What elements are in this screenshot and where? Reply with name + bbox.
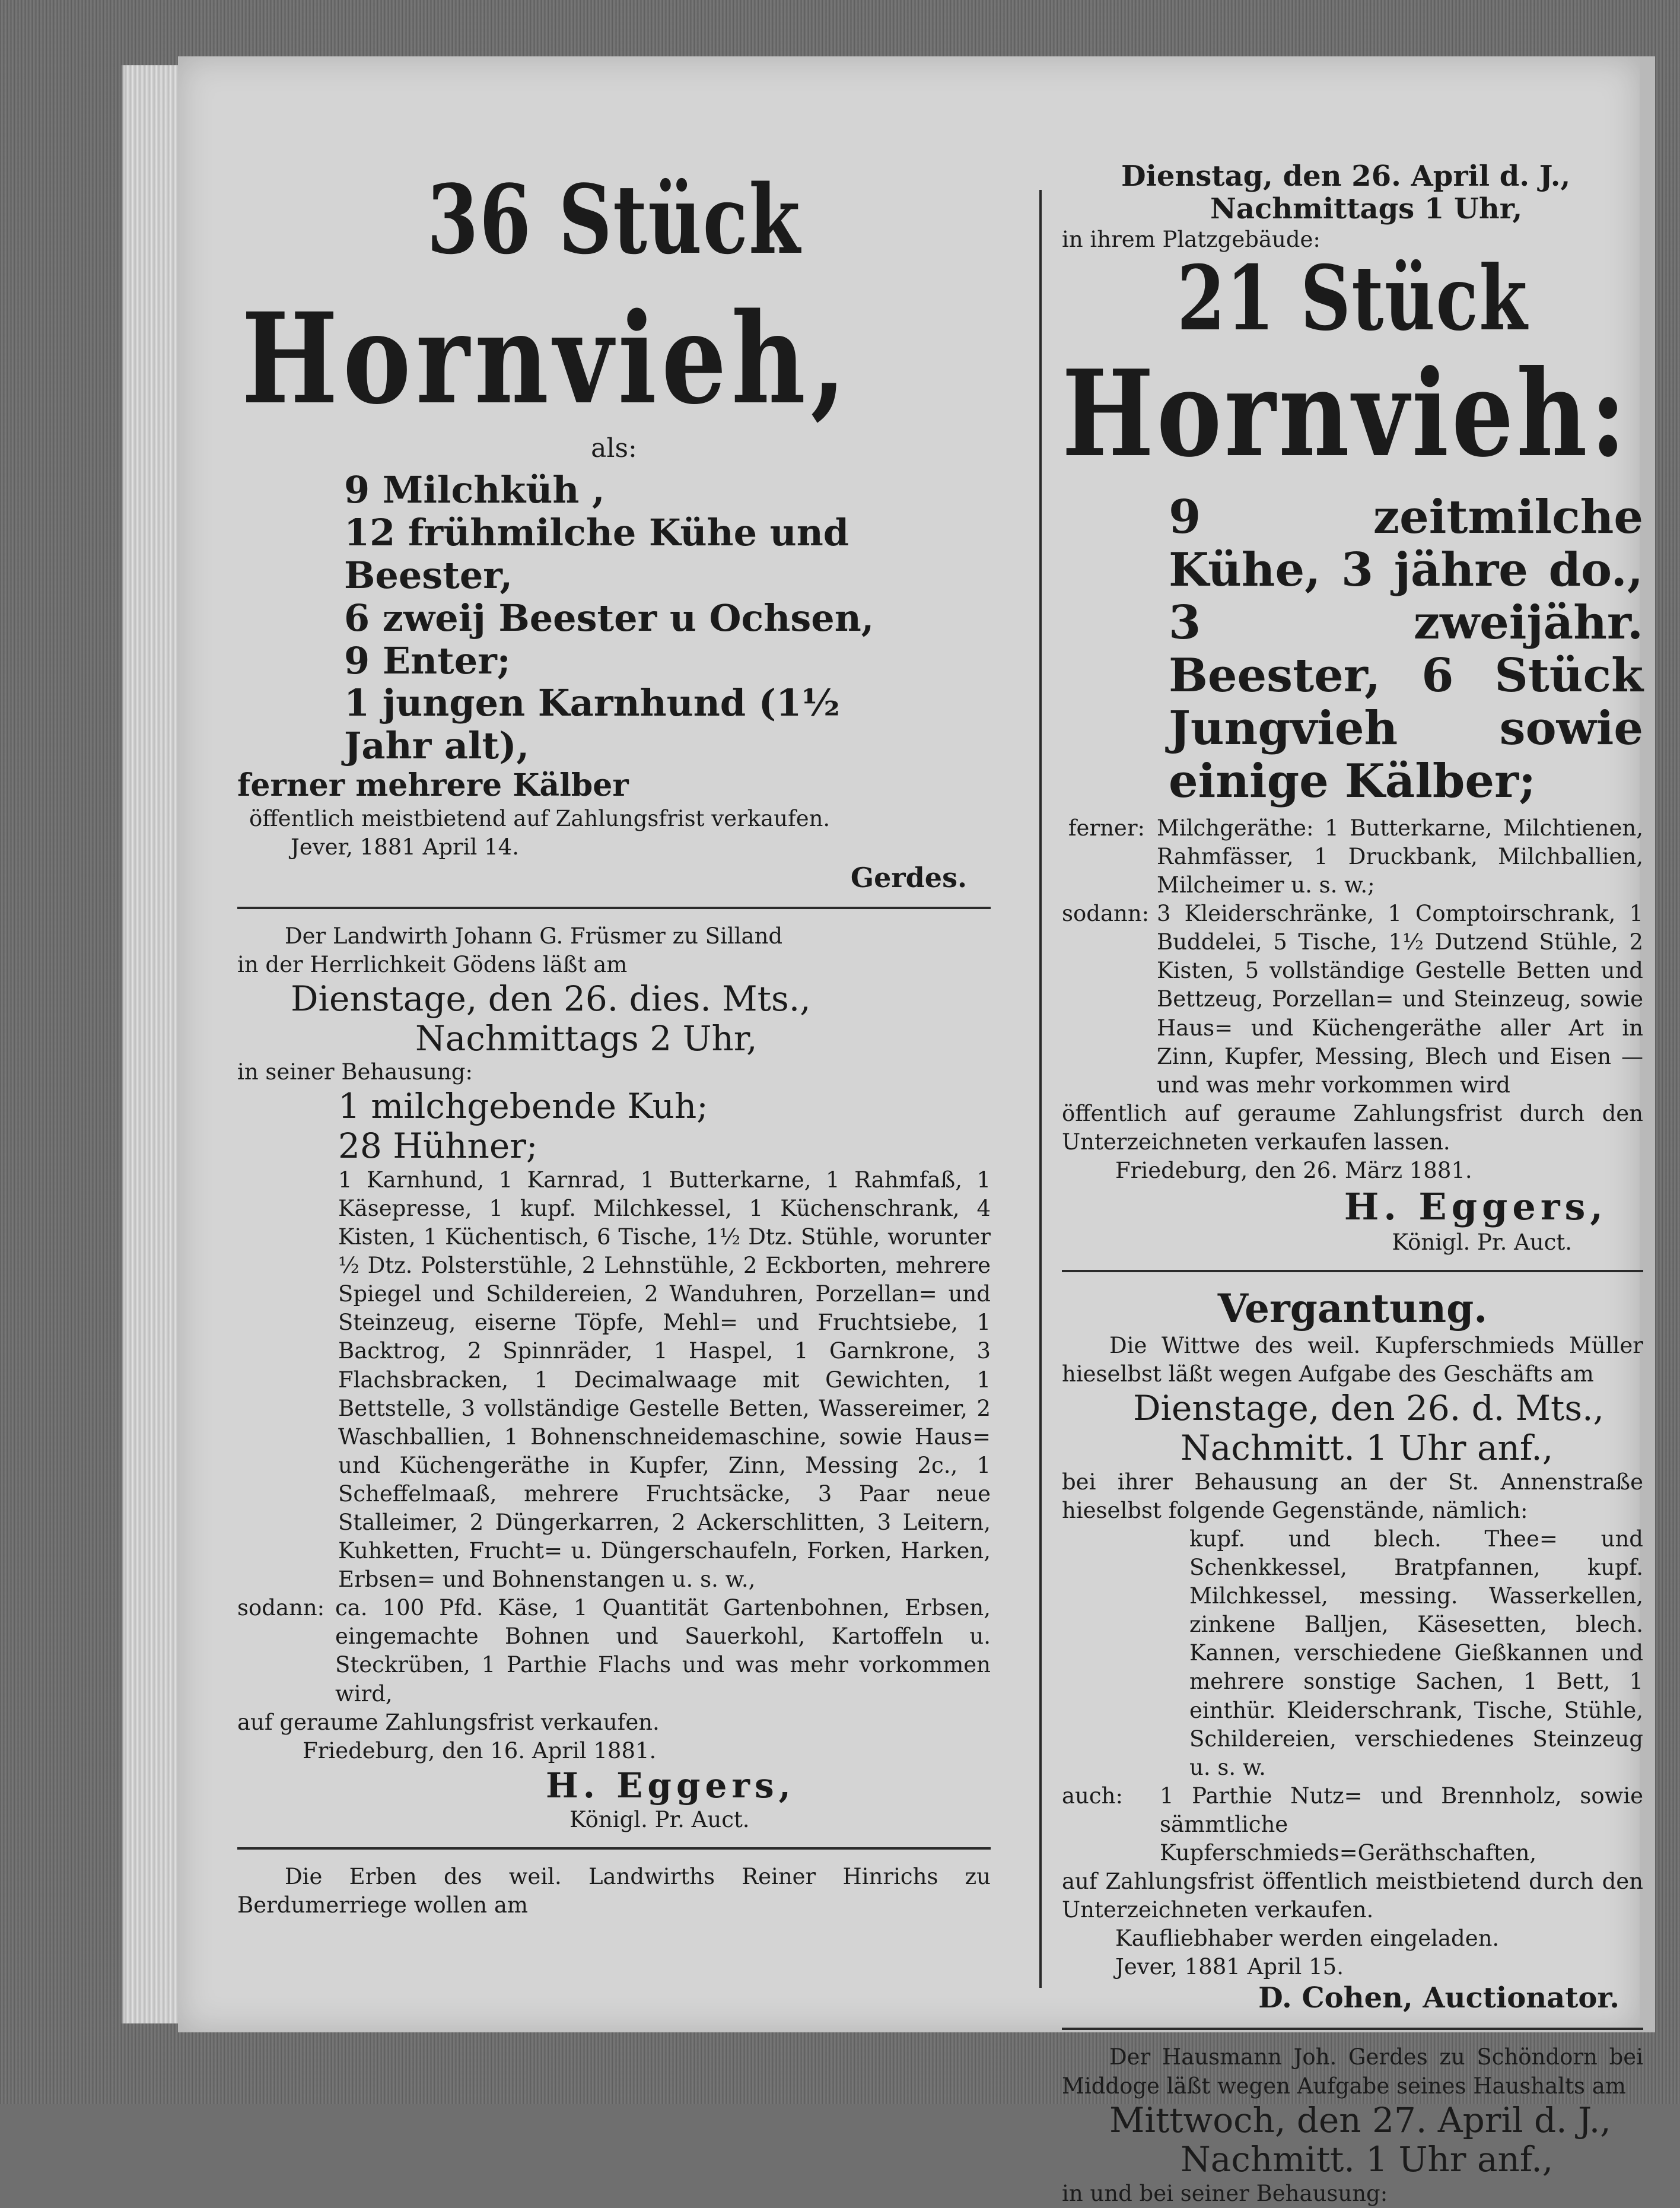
- sodann-text: ca. 100 Pfd. Käse, 1 Quantität Gartenbohnen, Erbsen, eingemachte Bohnen und Sauerkohl, Kartoffeln u. Steckrüben, 1 Parthie Flachs und was mehr vorkommen wird,: [335, 1595, 991, 1707]
- ad-separator: [237, 907, 991, 909]
- place-date: Jever, 1881 April 15.: [1115, 1954, 1344, 1980]
- ad-intro: Die Erben des weil. Landwirths Reiner Hinrichs zu Berdumerriege wollen am: [237, 1863, 991, 1918]
- signature: H. Eggers,: [1344, 1185, 1608, 1229]
- ad-title-line2: Hornvieh:: [1062, 344, 1629, 484]
- ad-intro-line1: Der Landwirth Johann G. Früsmer zu Silland: [285, 923, 783, 949]
- auction-date-line1: Dienstag, den 26. April d. J.,: [1121, 160, 1571, 193]
- sodann-row: [1062, 900, 1643, 1100]
- ad-fruesmer-auction: [237, 922, 991, 1834]
- livestock-list: [237, 469, 991, 767]
- sodann-row: [237, 1594, 991, 1708]
- ad-gerdes-auction: [1062, 2043, 1643, 2208]
- goods-list: kupf. und blech. Thee= und Schenkkessel, Bratpfannen, kupf. Milchkessel, messing. Wasserkellen, zinkene Balljen, Käsesetten, blech. Kannen, verschiedene Gießkannen und mehrere sonstige Sachen, 1 Bett, 1 einthür. Kleiderschrank, Tische, Stühle, Schildereien, verschiedenes Steinzeug u. s. w.: [1189, 1526, 1643, 1780]
- book-page-edges: [122, 65, 187, 2023]
- invite-line: Kaufliebhaber werden eingeladen.: [1115, 1926, 1500, 1952]
- auction-date-line2: Nachmittags 1 Uhr,: [1210, 192, 1523, 226]
- signature-title: Königl. Pr. Auct.: [569, 1806, 750, 1832]
- household-items-list: 1 Karnhund, 1 Karnrad, 1 Butterkarne, 1 Rahmfaß, 1 Käsepresse, 1 kupf. Milchkessel, 1 Küchenschrank, 4 Kisten, 1 Küchentisch, 6 Tische, 1½ Dtz. Stühle, worunter ½ Dtz. Polsterstühle, 2 Lehnstühle, 2 Eckborten, mehrere Spiegel und Schildereien, 2 Wanduhren, Porzellan= und Steinzeug, eiserne Töpfe, Mehl= und Fruchtsiebe, 1 Backtrog, 2 Spinnräder, 1 Haspel, 1 Garnkrone, 3 Flachsbracken, 1 Decimalwaage mit Gewichten, 1 Bettstelle, 3 vollständige Gestelle Betten, Wassereimer, 2 Waschballien, 1 Bohnenschneidemaschine, sowie Haus= und Küchengeräthe in Kupfer, Zinn, Messing 2c., 1 Scheffelmaaß, mehrere Fruchtsäcke, 3 Paar neue Stalleimer, 2 Düngerkarren, 2 Ackerschlitten, 3 Leitern, Kuhketten, Frucht= u. Düngerschaufeln, Forken, Harken, Erbsen= und Bohnenstangen u. s. w.,: [338, 1167, 991, 1593]
- signature: D. Cohen, Auctionator.: [1258, 1981, 1619, 2015]
- ferner-label: ferner:: [1068, 815, 1145, 841]
- location-line: bei ihrer Behausung an der St. Annenstraße hieselbst folgende Gegenstände, nämlich:: [1062, 1469, 1643, 1523]
- list-item: 6 zweij Beester u Ochsen,: [344, 596, 874, 640]
- place-date: Friedeburg, den 16. April 1881.: [303, 1737, 657, 1764]
- sale-line: auf geraume Zahlungsfrist verkaufen.: [237, 1709, 660, 1735]
- ad-intro: Der Hausmann Joh. Gerdes zu Schöndorn bei Middoge läßt wegen Aufgabe seines Haushalts am: [1062, 2044, 1643, 2099]
- signature: H. Eggers,: [546, 1765, 796, 1806]
- right-column: [1062, 53, 1643, 2208]
- ferner-text: Milchgeräthe: 1 Butterkarne, Milchtienen, Rahmfässer, 1 Druckbank, Milchballien, Milcheimer u. s. w.;: [1157, 815, 1643, 898]
- ad-21-stueck-hornvieh: [1062, 160, 1643, 1257]
- sale-line: öffentlich meistbietend auf Zahlungsfrist verkaufen.: [249, 805, 831, 831]
- auch-text: 1 Parthie Nutz= und Brennholz, sowie sämmtliche Kupferschmieds=Geräthschaften,: [1160, 1783, 1643, 1866]
- ad-heading: Vergantung.: [1217, 1285, 1488, 1332]
- ferner-row: [1062, 814, 1643, 900]
- ad-separator: [1062, 2028, 1643, 2030]
- list-item: 9 Milchküh ,: [344, 468, 605, 512]
- als-label: als:: [591, 433, 637, 463]
- ad-separator: [1062, 1270, 1643, 1272]
- place-date: Friedeburg, den 26. März 1881.: [1115, 1158, 1472, 1184]
- ad-title-line1: 21 Stück: [1177, 246, 1528, 351]
- auction-date-line2: Nachmitt. 1 Uhr anf.,: [1181, 1428, 1554, 1469]
- ad-title-line1: 36 Stück: [427, 164, 801, 275]
- sale-line: auf Zahlungsfrist öffentlich meistbietend durch den Unterzeichneten verkaufen.: [1062, 1869, 1643, 1923]
- auch-row: [1062, 1782, 1643, 1867]
- item-chickens: 28 Hühner;: [338, 1126, 538, 1167]
- auction-date-line2: Nachmitt. 1 Uhr anf.,: [1181, 2139, 1554, 2180]
- auction-date-line1: Mittwoch, den 27. April d. J.,: [1109, 2099, 1611, 2140]
- ad-title-line2: Hornvieh,: [241, 285, 851, 432]
- list-item: Beester,: [344, 553, 513, 597]
- ad-intro-line2: in der Herrlichkeit Gödens läßt am: [237, 951, 628, 977]
- list-item: 12 frühmilche Kühe und: [344, 510, 849, 554]
- ad-vergantung: [1062, 1285, 1643, 2015]
- auction-date-line1: Dienstage, den 26. dies. Mts.,: [291, 978, 811, 1019]
- sodann-label: sodann:: [237, 1595, 325, 1621]
- location-line: in seiner Behausung:: [237, 1059, 473, 1085]
- item-cow: 1 milchgebende Kuh;: [338, 1086, 708, 1127]
- location-line: in und bei seiner Behausung:: [1062, 2181, 1388, 2207]
- ferner-line: ferner mehrere Kälber: [237, 767, 629, 804]
- auction-date-line1: Dienstage, den 26. d. Mts.,: [1133, 1388, 1604, 1429]
- auction-date-line2: Nachmittags 2 Uhr,: [415, 1018, 758, 1059]
- signature: Gerdes.: [850, 861, 967, 894]
- livestock-list: 9 zeitmilche Kühe, 3 jähre do., 3 zweijähr. Beester, 6 Stück Jungvieh sowie einige Kälber;: [1169, 490, 1643, 808]
- sodann-text: 3 Kleiderschränke, 1 Comptoirschrank, 1 Buddelei, 5 Tische, 1½ Dutzend Stühle, 2 Kisten, 5 vollständige Gestelle Betten und Bettzeug, Porzellan= und Steinzeug, sowie Haus= und Küchengeräthe aller Art in Zinn, Kupfer, Messing, Blech und Eisen — und was mehr vorkommen wird: [1157, 901, 1643, 1098]
- ad-intro: Die Wittwe des weil. Kupferschmieds Müller hieselbst läßt wegen Aufgabe des Geschäfts am: [1062, 1333, 1643, 1387]
- signature-title: Königl. Pr. Auct.: [1392, 1230, 1572, 1256]
- column-divider: [1039, 190, 1042, 1988]
- ad-hinrichs-heirs: [237, 1863, 991, 1920]
- sale-line: öffentlich auf geraume Zahlungsfrist durch den Unterzeichneten verkaufen lassen.: [1062, 1100, 1643, 1155]
- ad-36-stueck-hornvieh: [237, 164, 991, 894]
- sodann-label: sodann:: [1062, 901, 1150, 927]
- left-column: [237, 53, 991, 1920]
- ad-separator: [237, 1847, 991, 1850]
- place-date: Jever, 1881 April 14.: [291, 834, 519, 860]
- auch-label: auch:: [1062, 1783, 1123, 1809]
- location-line: in ihrem Platzgebäude:: [1062, 227, 1321, 253]
- list-item: Jahr alt),: [344, 724, 530, 768]
- list-item: 1 jungen Karnhund (1½: [344, 681, 840, 725]
- list-item: 9 Enter;: [344, 638, 511, 682]
